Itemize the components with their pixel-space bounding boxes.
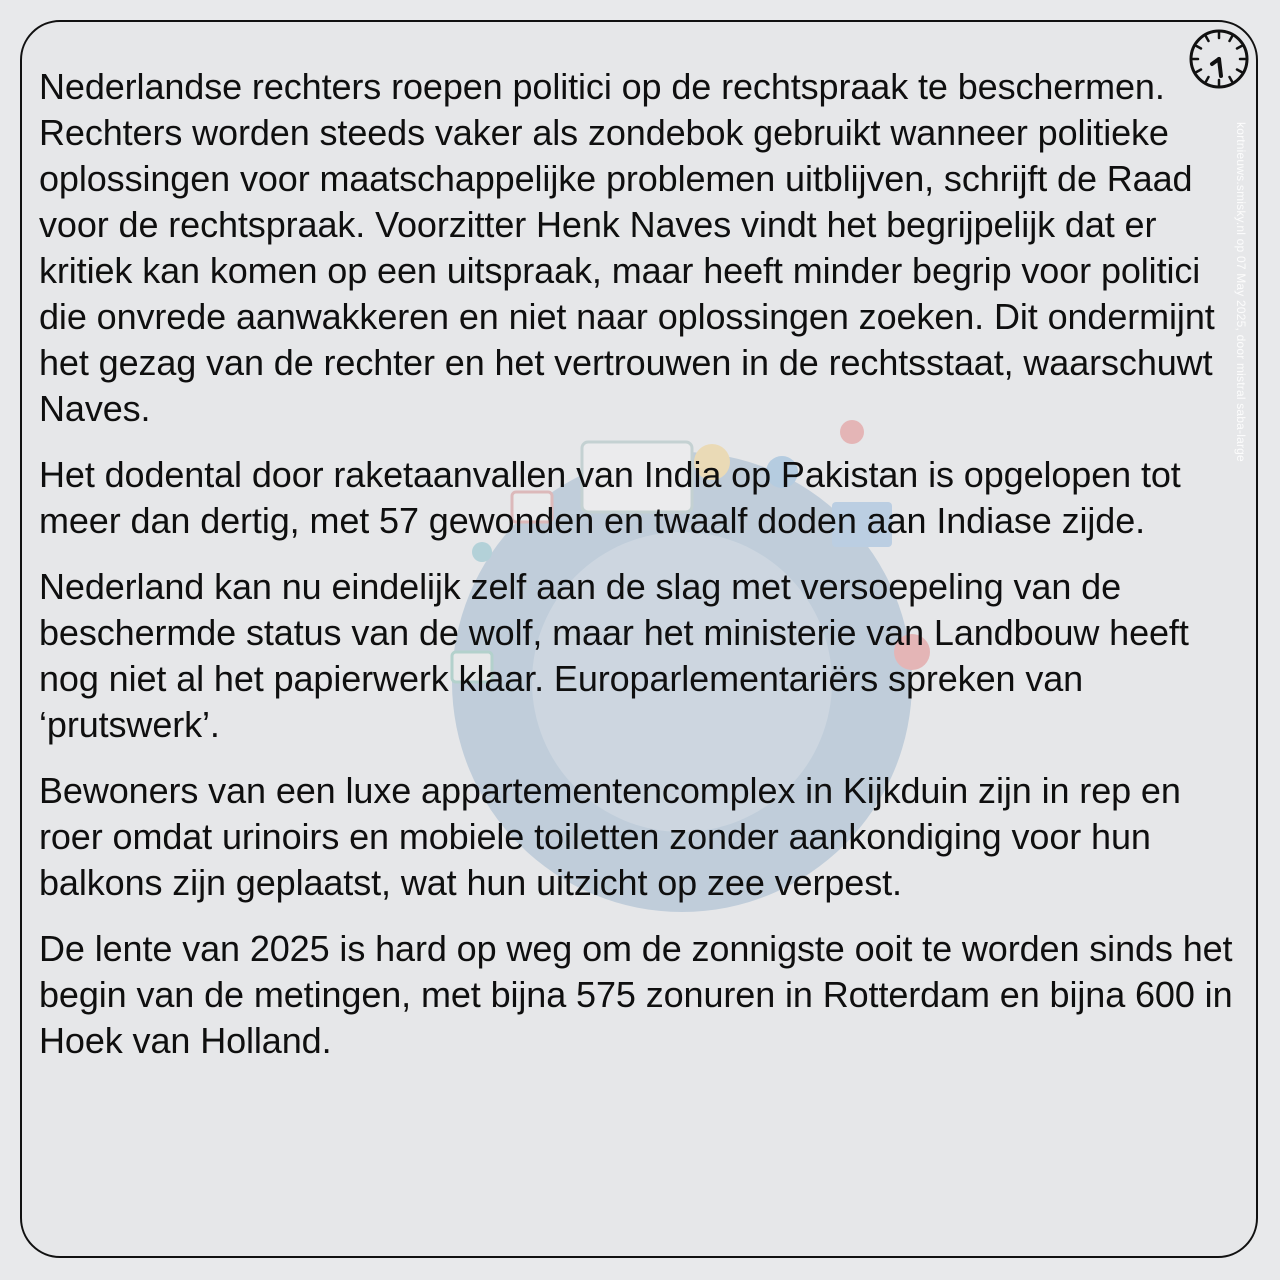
news-item-india-pakistan: Het dodental door raketaanvallen van India op Pakistan is opgelopen tot meer dan dertig, met 57 gewonden en twaalf doden aan Indiase zijde. — [39, 454, 1181, 541]
watermark-text: kortnieuws.smisky.nl op 07 May 2025, door mistral saba-large — [1234, 122, 1248, 462]
clock-icon — [1188, 28, 1250, 90]
news-card — [20, 20, 1258, 1258]
news-list — [39, 64, 1239, 1084]
news-item-rechtspraak: Nederlandse rechters roepen politici op de rechtspraak te beschermen. Rechters worden steeds vaker als zondebok gebruikt wanneer politieke oplossingen voor maatschappelijke problemen uitblijven, schrijft de Raad voor de rechtspraak. Voorzitter Henk Naves vindt het begrijpelijk dat er kritiek kan komen op een uitspraak, maar heeft minder begrip voor politici die onvrede aanwakkeren en niet naar oplossingen zoeken. Dit ondermijnt het gezag van de rechter en het vertrouwen in de rechtsstaat, waarschuwt Naves. — [39, 66, 1215, 429]
news-item-lente-2025: De lente van 2025 is hard op weg om de zonnigste ooit te worden sinds het begin van de metingen, met bijna 575 zonuren in Rotterdam en bijna 600 in Hoek van Holland. — [39, 928, 1233, 1061]
news-item-kijkduin: Bewoners van een luxe appartementencomplex in Kijkduin zijn in rep en roer omdat urinoirs en mobiele toiletten zonder aankondiging voor hun balkons zijn geplaatst, wat hun uitzicht op zee verpest. — [39, 770, 1181, 903]
news-item-wolf: Nederland kan nu eindelijk zelf aan de slag met versoepeling van de beschermde status van de wolf, maar het ministerie van Landbouw heeft nog niet al het papierwerk klaar. Europarlementariërs spreken van ‘prutswerk’. — [39, 566, 1189, 745]
